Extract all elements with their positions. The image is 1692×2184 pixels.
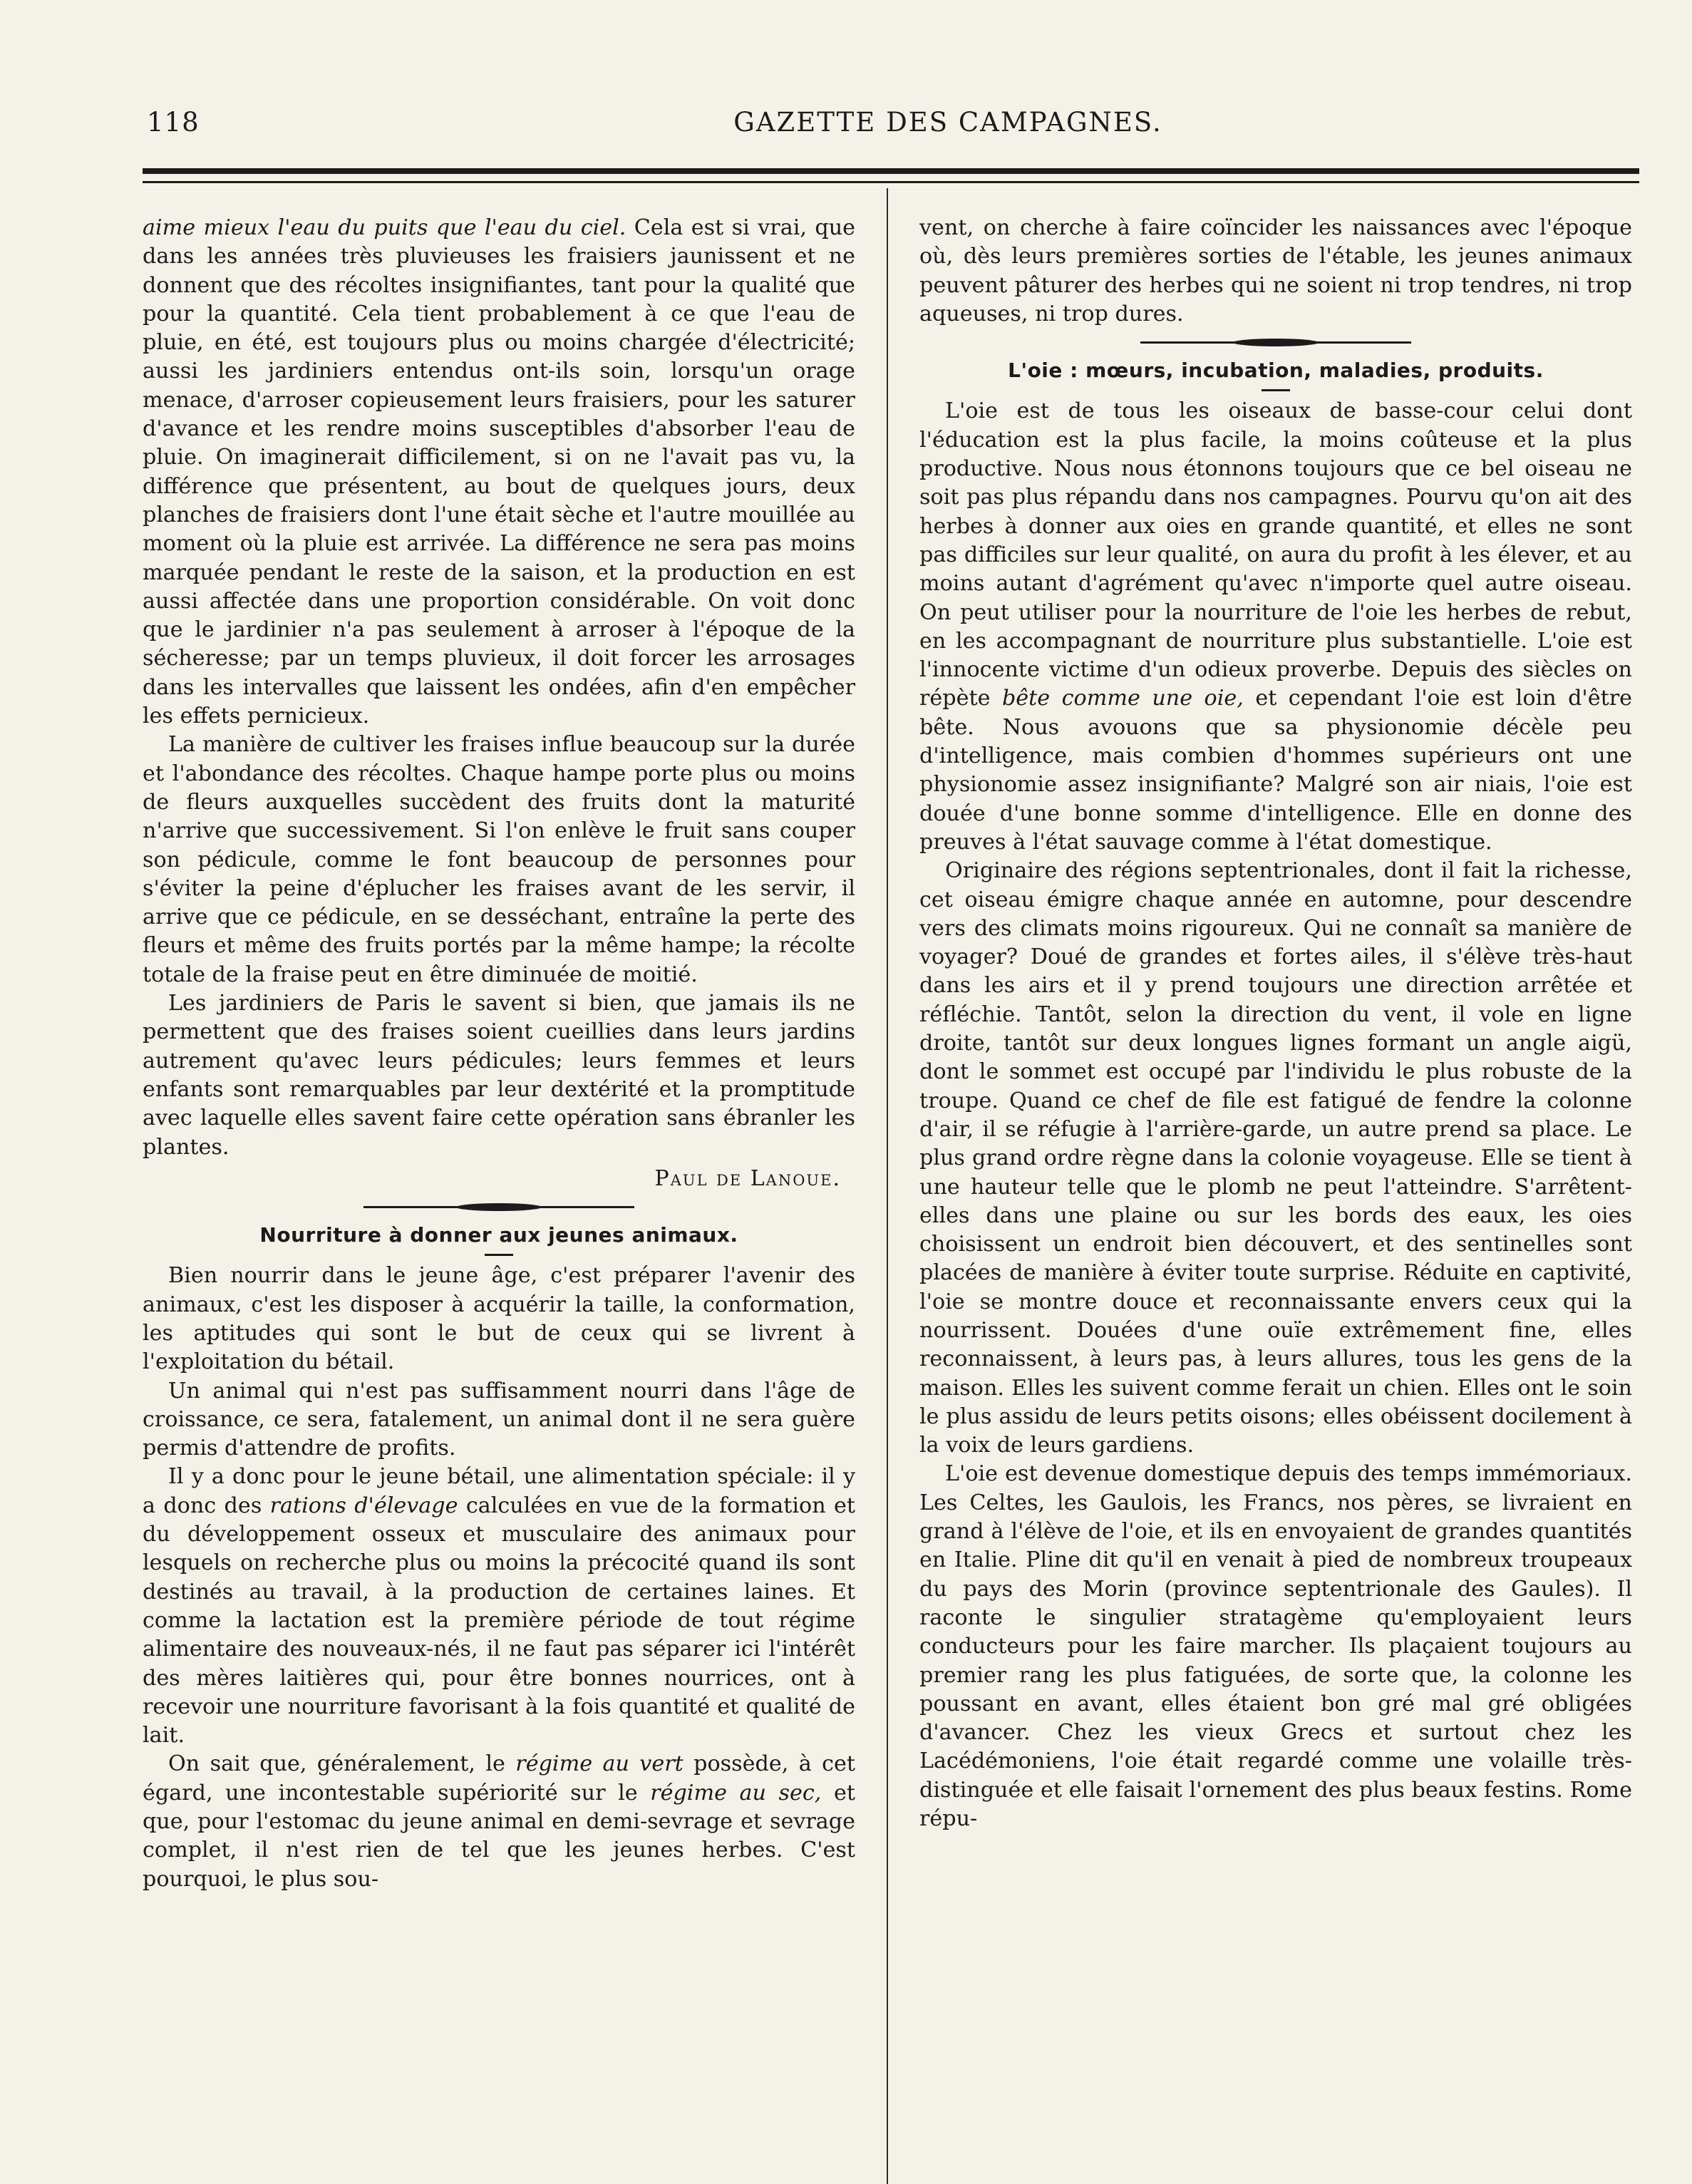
paragraph-text: L'oie est de tous les oiseaux de basse-cour celui dont l'éducation est la plus facile, la moins coûteuse et la plus productive. Nous nous étonnons toujours que ce bel oiseau ne soit pas plus répandu dans nos campagnes. Pourvu qu'on ait des herbes à donner aux oies en grande quantité, et elles ne sont pas difficiles sur leur qualité, on aura du profit à les élever, et au moins autant d'agrément qu'avec n'importe quel autre oiseau. On peut utiliser pour la nourriture de l'oie les herbes de rebut, en les accompagnant de nourriture plus substantielle. L'oie est l'innocente victime d'un odieux proverbe. Depuis des siècles on répète (919, 398, 1632, 711)
paragraph-text: Il y a donc pour le jeune bétail, une alimentation spéciale: il y a donc des (143, 1464, 855, 1518)
column-separator (887, 188, 888, 2184)
article-paragraph: Originaire des régions septentrionales, dont il fait la richesse, cet oiseau émigre chaque année en automne, pour descendre vers des climats moins rigoureux. Qui ne connaît sa manière de voyager? Doué de grandes et fortes ailes, il s'élève très-haut dans les airs et il y prend toujours une direction arrêtée et réfléchie. Tantôt, selon la direction du vent, il vole en ligne droite, tantôt sur deux longues lignes formant un angle aigü, dont le sommet est occupé par l'individu le plus robuste de la troupe. Quand ce chef de file est fatigué de fendre la colonne d'air, il se réfugie à l'arrière-garde, un autre prend sa place. Le plus grand ordre règne dans la colonie voyageuse. Elle se tient à une hauteur telle que le plomb ne peut l'atteindre. S'arrêtent-elles dans une plaine ou sur les bords des eaux, les oies choisissent un endroit bien découvert, et des sentinelles sont placées de manière à éviter toute surprise. Réduite en captivité, l'oie se montre douce et reconnaissante envers ceux qui la nourrissent. Douées d'une ouïe extrêmement fine, elles reconnaissent, à leurs pas, à leurs allures, tous les gens de la maison. Elles les suivent comme ferait un chien. Elles ont le soin le plus assidu de leurs petits oisons; elles obéissent docilement à la voix de leurs gardiens. (919, 858, 1632, 1458)
italic-phrase: aime mieux l'eau du puits que l'eau du ciel. (143, 215, 626, 240)
article-paragraph (143, 214, 855, 731)
section-title: Nourriture à donner aux jeunes animaux. (259, 1223, 738, 1247)
article-paragraph (143, 1750, 855, 1893)
paragraph-text: Cela est si vrai, que dans les années très pluvieuses les fraisiers jaunissent et ne donnent que des récoltes insignifiantes, tant pour la qualité que pour la quantité. Cela tient probablement à ce que l'eau de pluie, en été, est toujours plus ou moins chargée d'électricité; aussi les jardiniers entendus ont-ils soin, lorsqu'un orage menace, d'arroser copieusement leurs fraisiers, pour les saturer d'avance et les rendre moins susceptibles d'absorber l'eau de pluie. On imaginerait difficilement, si on ne l'avait pas vu, la différence que présentent, au bout de quelques jours, deux planches de fraisiers dont l'une était sèche et l'autre mouillée au moment où la pluie est arrivée. La différence ne sera pas moins marquée pendant le reste de la saison, et la production en est aussi affectée dans une proportion considérable. On voit donc que le jardinier n'a pas seulement à arroser à l'époque de la sécheresse; par un temps pluvieux, il doit forcer les arrosages dans les intervalles que laissent les ondées, afin d'en empêcher les effets pernicieux. (143, 215, 855, 729)
section-title: L'oie : mœurs, incubation, maladies, produits. (1008, 359, 1544, 383)
section-ornament (143, 1206, 855, 1208)
article-paragraph: vent, on cherche à faire coïncider les naissances avec l'époque où, dès leurs premières sorties de l'étable, les jeunes animaux peuvent pâturer des herbes qui ne soient ni trop tendres, ni trop aqueuses, ni trop dures. (919, 215, 1632, 326)
paragraph-text: possède, à cet égard, une incontestable supériorité sur le (143, 1751, 855, 1806)
paragraph-text: et cependant l'oie est loin d'être bête. Nous avouons que sa physionomie décèle peu d'intelligence, mais combien d'hommes supérieurs ont une physionomie assez insignifiante? Malgré son air niais, l'oie est douée d'une bonne somme d'intelligence. Elle en donne des preuves à l'état sauvage comme à l'état domestique. (919, 686, 1633, 855)
page-header (143, 100, 1639, 157)
italic-phrase: bête comme une oie, (1001, 686, 1244, 711)
header-rule-thick (143, 168, 1639, 174)
title-dash (485, 1254, 513, 1256)
left-column (143, 214, 855, 1894)
italic-phrase: régime au sec, (650, 1780, 822, 1806)
page-number: 118 (147, 107, 200, 138)
right-column (919, 214, 1632, 1833)
article-paragraph: Les jardiniers de Paris le savent si bien, que jamais ils ne permettent que des fraises soient cueillies dans leurs jardins autrement qu'avec leurs pédicules; leurs femmes et leurs enfants sont remarquables par leur dextérité et la promptitude avec laquelle elles savent faire cette opération sans ébranler les plantes. (143, 991, 855, 1160)
section-ornament (919, 341, 1632, 344)
article-paragraph (919, 397, 1632, 857)
paragraph-text: et que, pour l'estomac du jeune animal en demi-sevrage et sevrage complet, il n'est rien de tel que les jeunes herbes. C'est pourquoi, le plus sou- (143, 1780, 855, 1892)
article-paragraph: L'oie est devenue domestique depuis des temps immémoriaux. Les Celtes, les Gaulois, les Francs, nos pères, se livraient en grand à l'élève de l'oie, et ils en envoyaient de grandes quantités en Italie. Pline dit qu'il en venait à pied de nombreux troupeaux du pays des Morin (province septentrionale des Gaules). Il raconte le singulier stratagème qu'employaient leurs conducteurs pour les faire marcher. Ils plaçaient toujours au premier rang les plus fatiguées, de sorte que, la colonne les poussant en avant, elles étaient bon gré mal gré obligées d'avancer. Chez les vieux Grecs et surtout chez les Lacédémoniens, l'oie était regardé comme une volaille très-distinguée et elle faisait l'ornement des plus beaux festins. Rome répu- (919, 1461, 1632, 1832)
header-rule-thin (143, 181, 1639, 183)
article-paragraph: Bien nourrir dans le jeune âge, c'est préparer l'avenir des animaux, c'est les disposer à acquérir la taille, la conformation, les aptitudes qui sont le but de ceux qui se livrent à l'exploitation du bétail. (143, 1263, 855, 1375)
article-paragraph (143, 1463, 855, 1750)
article-paragraph: Un animal qui n'est pas suffisamment nourri dans l'âge de croissance, ce sera, fatalement, un animal dont il ne sera guère permis d'attendre de profits. (143, 1378, 855, 1461)
newspaper-page (143, 100, 1639, 1892)
author-signature: Paul de Lanoue. (654, 1165, 841, 1191)
italic-phrase: régime au vert (515, 1751, 683, 1777)
italic-phrase: rations d'élevage (269, 1493, 458, 1518)
paragraph-text: On sait que, généralement, le (168, 1751, 516, 1777)
paragraph-text: calculées en vue de la formation et du développement osseux et musculaire des animaux pour lesquels on recherche plus ou moins la précocité quand ils sont destinés au travail, à la production de certaines laines. Et comme la lactation est la première période de tout régime alimentaire des nouveaux-nés, il ne faut pas séparer ici l'intérêt des mères laitières qui, pour être bonnes nourrices, ont à recevoir une nourriture favorisant à la fois quantité et qualité de lait. (143, 1493, 855, 1748)
running-title: GAZETTE DES CAMPAGNES. (733, 107, 1162, 138)
title-dash (1262, 389, 1290, 391)
article-paragraph: La manière de cultiver les fraises influe beaucoup sur la durée et l'abondance des récoltes. Chaque hampe porte plus ou moins de fleurs auxquelles succèdent des fruits dont la maturité n'arrive que successivement. Si l'on enlève le fruit sans couper son pédicule, comme le font beaucoup de personnes pour s'éviter la peine d'éplucher les fraises avant de les servir, il arrive que ce pédicule, en se desséchant, entraîne la perte des fleurs et même des fruits portés par la même hampe; la récolte totale de la fraise peut en être diminuée de moitié. (143, 732, 855, 987)
